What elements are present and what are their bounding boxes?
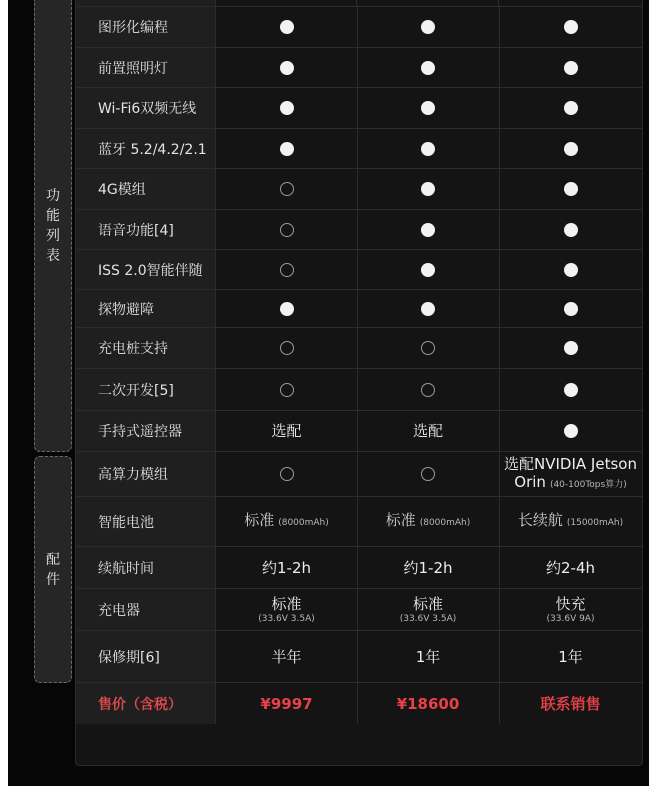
hollow-circle-icon	[280, 467, 294, 481]
cell-subtext: (33.6V 3.5A)	[399, 613, 457, 624]
cell-text: 快充	[555, 594, 586, 613]
row-label: 保修期[6]	[76, 631, 216, 682]
filled-circle-icon	[564, 101, 578, 115]
group-accessories	[34, 456, 72, 683]
cell-note: (8000mAh)	[278, 518, 329, 528]
cell-text-line2-main: Orin	[514, 472, 546, 491]
group-features-label: 功 能 列 表	[46, 187, 60, 264]
cell-line	[518, 511, 623, 532]
table-row	[76, 683, 642, 724]
table-cell	[357, 631, 500, 682]
hollow-circle-icon	[421, 467, 435, 481]
table-cell	[499, 497, 642, 546]
table-cell	[357, 290, 500, 327]
table-cell	[357, 328, 500, 368]
table-cell	[499, 88, 642, 128]
table-row	[76, 210, 642, 250]
filled-circle-icon	[421, 142, 435, 156]
table-cell	[499, 0, 642, 6]
table-cell	[499, 210, 642, 249]
filled-circle-icon	[280, 20, 294, 34]
row-label: 充电器	[76, 589, 216, 630]
table-cell	[357, 0, 499, 6]
table-cell	[499, 328, 642, 368]
filled-circle-icon	[280, 142, 294, 156]
comparison-table	[75, 0, 643, 766]
table-cell	[216, 328, 358, 368]
cell-text: ¥9997	[260, 694, 313, 713]
table-cell	[216, 129, 358, 168]
filled-circle-icon	[421, 182, 435, 196]
table-cell	[216, 452, 358, 496]
cell-text: 约1-2h	[261, 558, 311, 577]
table-row	[76, 129, 642, 169]
filled-circle-icon	[421, 302, 435, 316]
cell-text: 标准	[412, 594, 443, 613]
row-label: 续航时间	[76, 547, 216, 588]
table-row	[76, 7, 642, 48]
table-cell	[216, 369, 358, 410]
table-cell	[499, 452, 642, 496]
table-cell	[357, 250, 500, 289]
cell-text: 标准	[244, 511, 275, 529]
filled-circle-icon	[421, 263, 435, 277]
table-row	[76, 328, 642, 369]
table-cell	[216, 547, 358, 588]
table-cell	[499, 369, 642, 410]
table-cell	[216, 48, 358, 87]
filled-circle-icon	[564, 223, 578, 237]
table-cell	[216, 497, 358, 546]
hollow-circle-icon	[280, 341, 294, 355]
table-cell	[499, 48, 642, 87]
table-cell	[357, 547, 500, 588]
table-cell	[499, 169, 642, 209]
row-label: 语音功能[4]	[76, 210, 216, 249]
cell-line	[386, 511, 471, 532]
table-row	[76, 589, 642, 631]
table-row	[76, 88, 642, 129]
cell-subtext: (33.6V 9A)	[546, 613, 595, 624]
table-row	[76, 290, 642, 328]
row-label: 手持式遥控器	[76, 411, 216, 451]
table-row	[76, 169, 642, 210]
cell-text: 半年	[271, 647, 302, 666]
filled-circle-icon	[564, 182, 578, 196]
filled-circle-icon	[564, 341, 578, 355]
table-cell	[216, 210, 358, 249]
table-cell	[499, 411, 642, 451]
filled-circle-icon	[564, 383, 578, 397]
cell-text: ¥18600	[396, 694, 460, 713]
hollow-circle-icon	[280, 182, 294, 196]
cell-text-line2	[514, 473, 626, 494]
table-cell	[499, 7, 642, 47]
table-cell	[499, 290, 642, 327]
table-cell	[357, 7, 500, 47]
table-cell	[357, 169, 500, 209]
table-cell	[499, 547, 642, 588]
table-cell	[499, 129, 642, 168]
table-cell	[216, 683, 358, 724]
cell-text: 1年	[558, 647, 583, 666]
table-cell	[357, 683, 500, 724]
group-features	[34, 0, 72, 452]
table-cell	[216, 411, 358, 451]
table-cell	[357, 88, 500, 128]
hollow-circle-icon	[421, 341, 435, 355]
table-cell	[216, 631, 358, 682]
filled-circle-icon	[421, 101, 435, 115]
row-label: 智能电池	[76, 497, 216, 546]
filled-circle-icon	[564, 424, 578, 438]
cell-text: 选配NVIDIA Jetson	[504, 454, 637, 473]
table-cell	[499, 250, 642, 289]
table-cell	[216, 589, 358, 630]
table-cell	[216, 250, 358, 289]
cell-text: 标准	[271, 594, 302, 613]
table-cell	[499, 589, 642, 630]
row-label: Wi-Fi6双频无线	[76, 88, 216, 128]
table-row	[76, 369, 642, 411]
filled-circle-icon	[280, 61, 294, 75]
table-row	[76, 0, 642, 7]
filled-circle-icon	[564, 302, 578, 316]
table-cell	[357, 129, 500, 168]
row-label: 充电桩支持	[76, 328, 216, 368]
table-cell	[357, 452, 500, 496]
table-cell	[499, 631, 642, 682]
group-accessories-label: 配 件	[46, 551, 60, 588]
filled-circle-icon	[564, 20, 578, 34]
cell-text: 选配	[412, 422, 443, 440]
table-row	[76, 631, 642, 683]
hollow-circle-icon	[421, 383, 435, 397]
cell-note: (8000mAh)	[419, 518, 471, 528]
cell-text: 长续航	[517, 511, 563, 529]
table-cell	[499, 683, 642, 724]
filled-circle-icon	[280, 302, 294, 316]
filled-circle-icon	[421, 61, 435, 75]
row-label: 前置照明灯	[76, 48, 216, 87]
row-label: 4G模组	[76, 169, 216, 209]
table-cell	[216, 290, 358, 327]
cell-note: (40-100Tops算力)	[549, 479, 627, 490]
table-cell	[216, 0, 357, 6]
cell-text: 1年	[415, 647, 441, 666]
hollow-circle-icon	[280, 223, 294, 237]
table-cell	[357, 369, 500, 410]
row-label: 蓝牙 5.2/4.2/2.1	[76, 129, 216, 168]
comparison-panel	[8, 0, 649, 786]
table-cell	[216, 7, 358, 47]
filled-circle-icon	[564, 263, 578, 277]
cell-text: 约1-2h	[403, 558, 453, 577]
cell-line	[244, 511, 329, 532]
table-row	[76, 48, 642, 88]
cell-text: 联系销售	[540, 694, 601, 713]
table-row	[76, 250, 642, 290]
table-cell	[357, 210, 500, 249]
table-cell	[216, 88, 358, 128]
table-cell	[216, 169, 358, 209]
table-cell	[357, 497, 500, 546]
hollow-circle-icon	[280, 263, 294, 277]
row-label: 二次开发[5]	[76, 369, 216, 410]
table-cell	[357, 589, 500, 630]
table-row	[76, 452, 642, 497]
cell-text: 标准	[385, 511, 416, 529]
cell-note: (15000mAh)	[566, 518, 624, 528]
filled-circle-icon	[421, 20, 435, 34]
row-label: 图形化编程	[76, 7, 216, 47]
table-row	[76, 497, 642, 547]
cell-text: 选配	[271, 422, 302, 440]
filled-circle-icon	[421, 223, 435, 237]
table-row	[76, 547, 642, 589]
row-label: ISS 2.0智能伴随	[76, 250, 216, 289]
row-label: 售价（含税）	[76, 683, 216, 724]
row-label: 高算力模组	[76, 452, 216, 496]
filled-circle-icon	[564, 142, 578, 156]
filled-circle-icon	[280, 101, 294, 115]
table-cell	[357, 48, 500, 87]
cell-text: 约2-4h	[545, 558, 595, 577]
row-label	[76, 0, 216, 6]
hollow-circle-icon	[280, 383, 294, 397]
cell-subtext: (33.6V 3.5A)	[258, 613, 315, 624]
row-label: 探物避障	[76, 290, 216, 327]
table-cell	[357, 411, 500, 451]
table-row	[76, 411, 642, 452]
filled-circle-icon	[564, 61, 578, 75]
